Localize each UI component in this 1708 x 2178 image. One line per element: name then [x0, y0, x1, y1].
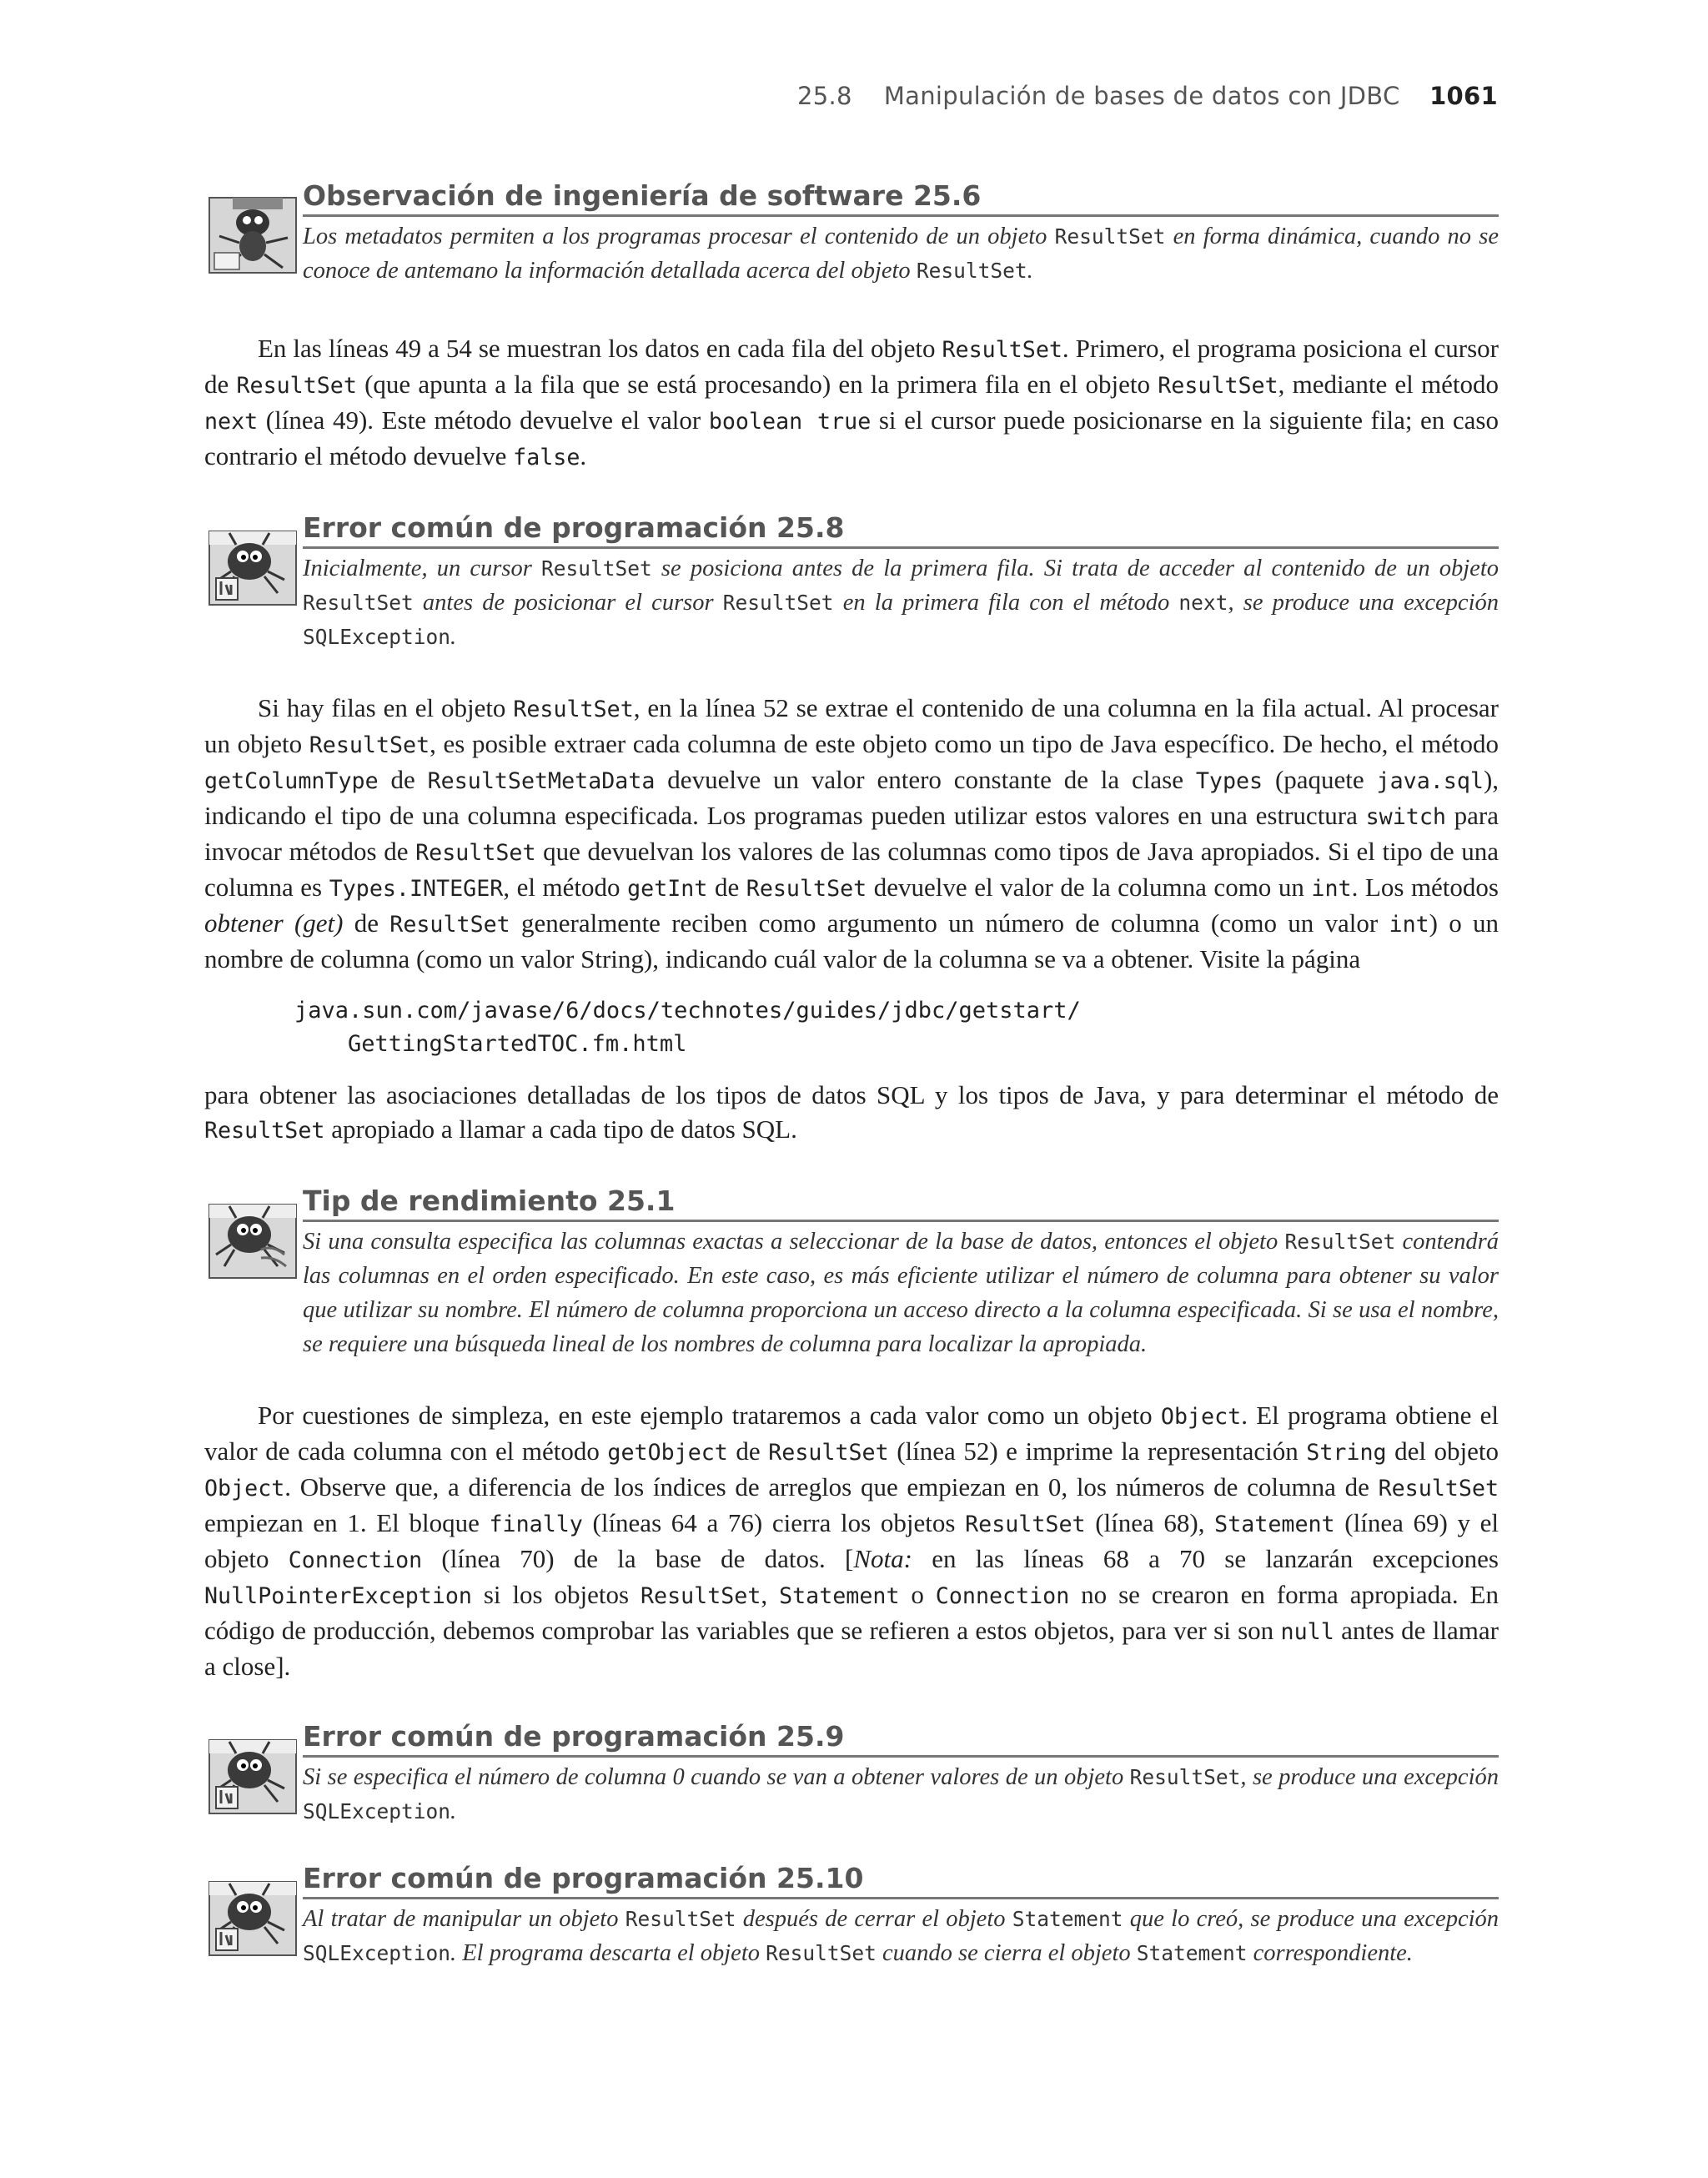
text-run: que lo creó, se produce una excepción — [1123, 1906, 1500, 1932]
text-run: , es posible extraer cada columna de este objeto como un tipo de Java específico. De hecho, el método — [430, 729, 1499, 758]
text-run: de — [707, 873, 746, 902]
text-run: devuelve el valor de la columna como un — [867, 873, 1312, 902]
bug-thumbs-down-icon — [208, 526, 298, 608]
code-term: Statement — [1136, 1941, 1248, 1965]
box-title: Observación de ingeniería de software 25.6 — [303, 179, 1499, 217]
code-term: Types — [1195, 768, 1263, 794]
text-run: cuando se cierra el objeto — [876, 1940, 1137, 1966]
text-run: , — [761, 1580, 780, 1609]
code-term: ResultSet — [722, 591, 834, 615]
code-term: Object — [1160, 1404, 1242, 1430]
text-run: ), indicando el tipo de una columna especificada. Los programas pueden utilizar estos valores en una estructura — [204, 765, 1500, 830]
text-run: contendrá las columnas en el orden especificado. En este caso, es más eficiente utilizar el número de columna para obtener su valor que utilizar su nombre. El número de columna proporciona un acceso directo a la columna especificada. Si se usa el nombre, se requiere una búsqueda lineal de los nombres de columna para localizar la apropiada. — [303, 1229, 1500, 1357]
box-text — [303, 1760, 1499, 1828]
common-programming-error-box — [204, 1862, 1499, 1970]
box-text — [303, 1902, 1499, 1970]
text-run: empiezan en 1. El bloque — [204, 1508, 490, 1537]
software-engineering-observation-box — [204, 179, 1499, 288]
text-run: se posiciona antes de la primera fila. Si trata de acceder al contenido de un objeto — [651, 556, 1499, 581]
code-term: false — [513, 445, 580, 470]
code-term: ResultSet — [389, 912, 510, 938]
text-run: , el método — [503, 873, 628, 902]
text-run: . Observe que, a diferencia de los índices de arreglos que empiezan en 0, los números de columna de — [284, 1472, 1379, 1501]
box-title: Error común de programación 25.9 — [303, 1720, 1499, 1758]
text-run: . — [1027, 258, 1033, 284]
emphasis: obtener (get) — [204, 908, 344, 938]
text-run: ]. — [275, 1652, 291, 1681]
text-run: si el cursor puede posicionarse en la siguiente fila; en caso contrario el método devuelve — [204, 405, 1499, 470]
code-term: java.sql — [1376, 768, 1484, 794]
section-number: 25.8 — [796, 82, 852, 110]
code-term: Statement — [1012, 1907, 1123, 1931]
code-term: ResultSet — [1378, 1476, 1499, 1501]
text-run: . — [580, 441, 587, 470]
text-run: Al tratar de manipular un objeto — [303, 1906, 625, 1932]
bug-performance-icon — [208, 1200, 298, 1281]
text-run: (línea 49). Este método devuelve el valor — [258, 405, 709, 435]
performance-tip-box — [204, 1185, 1499, 1361]
code-term: Connection — [288, 1547, 423, 1573]
paragraph-2 — [204, 691, 1499, 976]
text-run: . El programa obtiene el valor de cada columna con el método — [204, 1401, 1499, 1466]
box-title: Error común de programación 25.8 — [303, 511, 1499, 549]
text-run: , mediante el método — [1278, 370, 1499, 399]
url-line-1: java.sun.com/javase/6/docs/technotes/guides/jdbc/getstart/ — [294, 998, 1081, 1024]
code-term: ResultSet — [204, 1118, 325, 1144]
bug-thumbs-down-icon — [208, 1877, 298, 1959]
text-run: en la primera fila con el método — [833, 590, 1179, 616]
paragraph-3 — [204, 1078, 1499, 1148]
code-term: ResultSet — [1284, 1230, 1396, 1254]
text-run: Inicialmente, un cursor — [303, 556, 541, 581]
text-run: (línea 68), — [1085, 1508, 1215, 1537]
code-term: int — [1311, 876, 1352, 902]
text-run: si los objetos — [471, 1580, 640, 1609]
code-term: next — [204, 409, 259, 435]
code-term: ResultSet — [768, 1440, 889, 1466]
text-run: de — [378, 765, 428, 794]
text-run: en las líneas 68 a 70 se lanzarán excepciones — [912, 1544, 1499, 1573]
text-run: . Los métodos — [1351, 873, 1499, 902]
code-term: String — [1306, 1440, 1387, 1466]
code-term: ResultSet — [303, 591, 414, 615]
text-run: (líneas 64 a 76) cierra los objetos — [582, 1508, 966, 1537]
text-run: antes de posicionar el cursor — [413, 590, 723, 616]
text-run: En las líneas 49 a 54 se muestran los datos en cada fila del objeto — [258, 334, 942, 363]
text-run: (línea 52) e imprime la representación — [888, 1436, 1307, 1466]
code-term: next — [1178, 591, 1228, 615]
code-term: ResultSet — [1054, 224, 1166, 249]
text-run: (línea 70) de la base de datos. [ — [422, 1544, 854, 1573]
code-term: int — [1389, 912, 1429, 938]
text-run: apropiado a llamar a cada tipo de datos SQL. — [324, 1114, 797, 1144]
section-title: Manipulación de bases de datos con JDBC — [883, 82, 1400, 110]
code-term: ResultSet — [965, 1512, 1086, 1537]
box-text — [303, 1225, 1499, 1361]
text-run: en forma dinámica, cuando no se conoce de antemano la información detallada acerca del objeto — [303, 224, 1499, 284]
code-term: SQLException — [303, 1941, 451, 1965]
text-run: , se produce una excepción — [1228, 590, 1499, 616]
text-run: para invocar métodos de — [204, 801, 1499, 866]
code-term: ResultSet — [236, 373, 357, 399]
running-header — [797, 82, 1498, 110]
code-term: Connection — [935, 1583, 1070, 1609]
text-run: después de cerrar el objeto — [736, 1906, 1012, 1932]
page-number: 1061 — [1429, 82, 1498, 110]
text-run: de — [343, 908, 390, 938]
code-term: ResultSet — [640, 1583, 761, 1609]
code-term: SQLException — [303, 625, 451, 649]
text-run: , se produce una excepción — [1240, 1764, 1499, 1790]
text-run: de — [727, 1436, 769, 1466]
code-term: ResultSet — [415, 840, 536, 866]
text-run: del objeto — [1386, 1436, 1500, 1466]
text-run: (que apunta a la fila que se está procesando) en la primera fila en el objeto — [356, 370, 1158, 399]
url-code-block — [294, 994, 1499, 1061]
text-run: , en la línea 52 se extrae el contenido de una columna en la fila actual. Al procesar un objeto — [204, 693, 1499, 758]
text-run: String — [580, 944, 644, 973]
code-term: Statement — [1214, 1512, 1335, 1537]
code-term: getObject — [607, 1440, 728, 1466]
text-run: devuelve un valor entero constante de la clase — [655, 765, 1196, 794]
text-run: correspondiente. — [1247, 1940, 1413, 1966]
text-run: generalmente reciben como argumento un número de columna (como un valor — [510, 908, 1389, 938]
code-term: ResultSet — [916, 259, 1027, 283]
text-run: (paquete — [1263, 765, 1377, 794]
box-title: Tip de rendimiento 25.1 — [303, 1185, 1499, 1222]
paragraph-4 — [204, 1398, 1499, 1683]
code-term: SQLException — [303, 1799, 451, 1823]
code-term: NullPointerException — [204, 1583, 472, 1609]
code-term: ResultSet — [625, 1907, 736, 1931]
code-term: ResultSet — [766, 1941, 877, 1965]
code-term: Object — [204, 1476, 285, 1501]
common-programming-error-box — [204, 511, 1499, 654]
text-run: Por cuestiones de simpleza, en este ejemplo trataremos a cada valor como un objeto — [258, 1401, 1161, 1430]
code-term: ResultSet — [942, 337, 1062, 363]
code-term: ResultSetMetaData — [427, 768, 656, 794]
url-line-2: GettingStartedTOC.fm.html — [348, 1031, 687, 1057]
text-run: ) o un nombre de columna (como un valor — [204, 908, 1500, 973]
code-term: getColumnType — [204, 768, 379, 794]
box-text — [303, 219, 1499, 288]
bug-thumbs-down-icon — [208, 1735, 298, 1817]
text-run: (línea 69) y el objeto — [204, 1508, 1500, 1573]
code-term: getInt — [627, 876, 708, 902]
code-term: Statement — [779, 1583, 900, 1609]
text-run: . — [450, 624, 457, 650]
common-programming-error-box — [204, 1720, 1499, 1828]
text-run: o — [899, 1580, 936, 1609]
paragraph-1 — [204, 331, 1499, 475]
box-title: Error común de programación 25.10 — [303, 1862, 1499, 1899]
text-run: no se crearon en forma apropiada. En código de producción, debemos comprobar las variables que se refieren a estos objetos, para ver si son — [204, 1580, 1499, 1645]
box-text — [303, 551, 1499, 654]
text-run: Si hay filas en el objeto — [258, 693, 514, 722]
emphasis: Nota: — [853, 1544, 912, 1573]
page-content — [204, 179, 1499, 1970]
code-term: boolean true — [708, 409, 872, 435]
code-term: switch — [1365, 804, 1446, 830]
text-run: que devuelvan los valores de las columnas como tipos de Java apropiados. Si el tipo de una columna es — [204, 837, 1499, 902]
text-run: Si una consulta especifica las columnas exactas a seleccionar de la base de datos, entonces el objeto — [303, 1229, 1285, 1255]
text-run: Si se especifica el número de columna 0 cuando se van a obtener valores de un objeto — [303, 1764, 1130, 1790]
text-run: . Primero, el programa posiciona el cursor de — [204, 334, 1499, 399]
code-term: null — [1280, 1619, 1334, 1645]
text-run: antes de llamar a — [204, 1616, 1499, 1681]
code-term: ResultSet — [1129, 1765, 1241, 1789]
code-term: ResultSet — [746, 876, 867, 902]
text-run: . — [450, 1798, 457, 1824]
text-run: Los metadatos permiten a los programas procesar el contenido de un objeto — [303, 224, 1055, 249]
text-run: ), indicando cuál valor de la columna se va a obtener. Visite la página — [643, 944, 1361, 973]
code-term: ResultSet — [1158, 373, 1278, 399]
text-run: close — [222, 1652, 276, 1681]
text-run: para obtener las asociaciones detalladas de los tipos de datos SQL y los tipos de Java, y para determinar el método de — [204, 1080, 1499, 1109]
ant-engineer-icon — [208, 194, 298, 276]
code-term: finally — [489, 1512, 583, 1537]
text-run: . El programa descarta el objeto — [450, 1940, 766, 1966]
code-term: ResultSet — [540, 556, 652, 581]
code-term: ResultSet — [513, 697, 634, 722]
code-term: ResultSet — [309, 732, 430, 758]
code-term: Types.INTEGER — [329, 876, 504, 902]
